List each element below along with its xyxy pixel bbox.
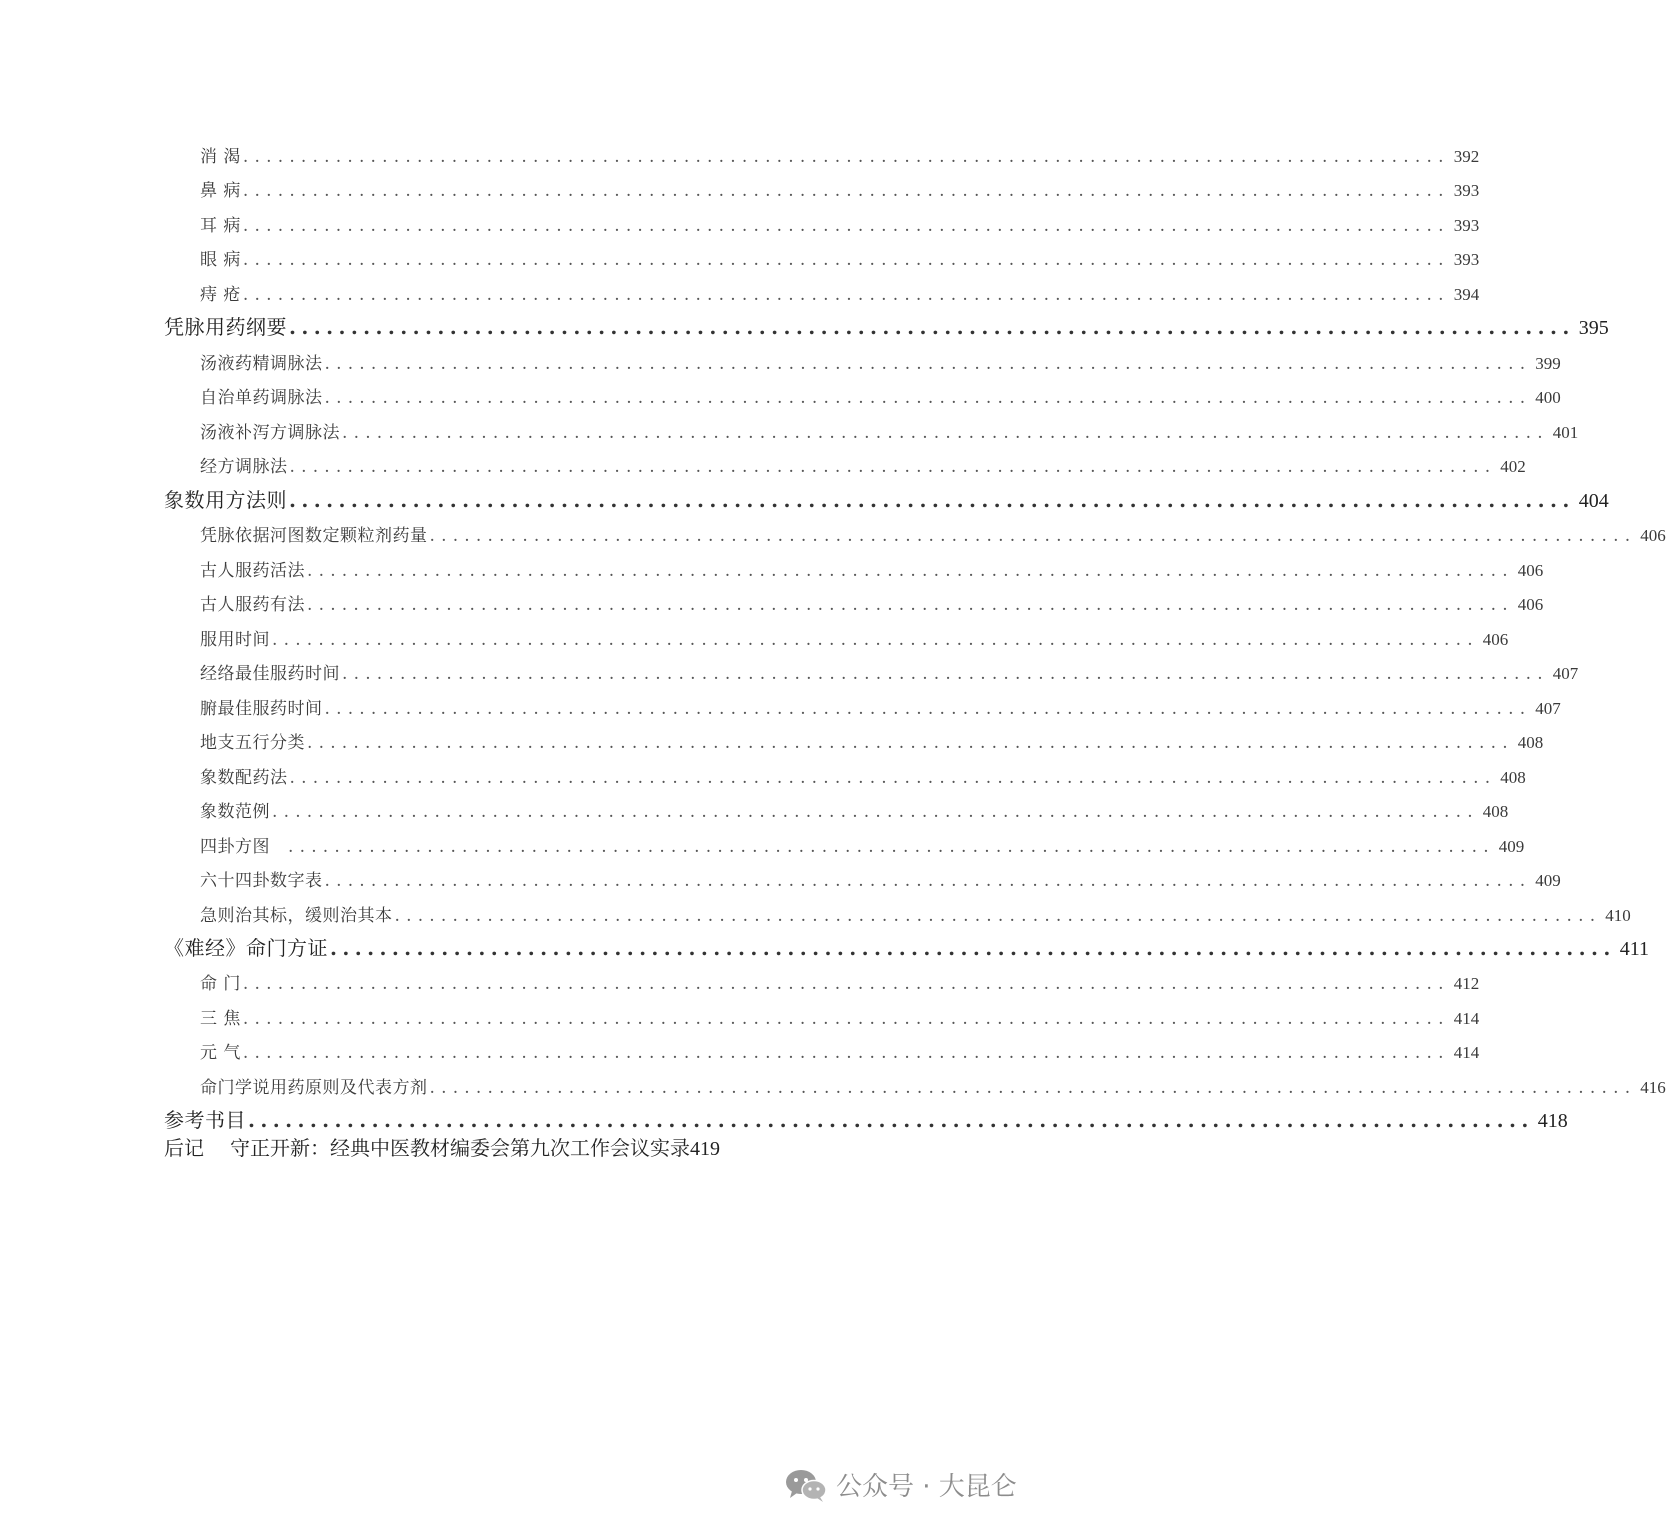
toc-entry-page: 393 [1453, 181, 1480, 200]
toc-entry-page: 414 [1453, 1043, 1480, 1062]
watermark [784, 1466, 1017, 1503]
leader-dots: ........................................................................................................ [289, 488, 1575, 512]
leader-dots: ........................................................................................................ [242, 181, 1450, 201]
toc-entry-label: 痔 疮 [200, 285, 241, 305]
toc-entry-page: 406 [1517, 595, 1544, 614]
toc-chapter-label: 凭脉用药纲要 [164, 315, 287, 339]
toc-entry [200, 176, 1480, 201]
toc-entry-label: 三 焦 [200, 1009, 241, 1029]
toc-entry-page: 409 [1535, 871, 1561, 890]
toc-chapter-page: 395 [1578, 317, 1609, 339]
toc-entry [200, 211, 1480, 236]
toc-entry-label: 急则治其标，缓则治其本 [200, 906, 393, 926]
toc-chapter-page: 404 [1578, 490, 1609, 512]
toc-chapter-label: 《难经》命门方证 [164, 936, 328, 960]
toc-entry-label: 汤液补泻方调脉法 [200, 423, 340, 443]
leader-dots: ........................................................................................................ [242, 285, 1450, 305]
toc-entry-label: 凭脉依据河图数定颗粒剂药量 [200, 526, 428, 546]
afterword-title: 守正开新：经典中医教材编委会第九次工作会议实录 [230, 1136, 690, 1160]
toc-entry [200, 556, 1544, 581]
leader-dots: ........................................................................................................ [342, 664, 1549, 684]
toc-entry-page: 400 [1535, 388, 1561, 407]
toc-entry-page: 409 [1498, 837, 1525, 856]
leader-dots: ........................................................................................................ [272, 630, 1479, 650]
toc-entry [200, 625, 1509, 650]
toc-entry [200, 901, 1631, 926]
toc-chapter [164, 484, 1609, 513]
toc-entry-label: 元 气 [200, 1043, 241, 1063]
toc-entry [200, 763, 1526, 788]
leader-dots: ........................................................................................................ [307, 595, 1514, 615]
leader-dots: ........................................................................................................ [242, 1009, 1450, 1029]
toc-chapter [164, 932, 1650, 961]
leader-dots: ........................................................................................................ [289, 457, 1497, 477]
afterword-prefix: 后记 [164, 1136, 204, 1160]
toc-entry [200, 349, 1561, 374]
toc-chapter-page: 418 [1537, 1110, 1568, 1132]
toc-entry-page: 414 [1453, 1009, 1480, 1028]
toc-entry-page: 399 [1535, 354, 1561, 373]
leader-dots: ........................................................................................................ [289, 768, 1497, 788]
toc-entry [200, 659, 1579, 684]
toc-entry [200, 383, 1561, 408]
leader-dots: ........................................................................................................ [324, 699, 1532, 719]
leader-dots: ........................................................................................................ [242, 1043, 1450, 1063]
toc-entry-label: 古人服药有法 [200, 595, 305, 615]
leader-dots: ........................................................................................................ [242, 216, 1450, 236]
leader-dots: ........................................................................................................ [307, 561, 1514, 581]
toc-entry-label: 眼 病 [200, 250, 241, 270]
toc-entry-page: 408 [1482, 802, 1509, 821]
toc-entry-page: 408 [1517, 733, 1544, 752]
toc-entry-page: 407 [1552, 664, 1579, 683]
toc-entry-label: 消 渴 [200, 147, 241, 167]
leader-dots: ........................................................................................................ [289, 315, 1575, 339]
leader-dots: ........................................................................................................ [248, 1108, 1534, 1132]
afterword-page: 419 [690, 1138, 720, 1160]
watermark-text: 公众号 · 大昆仑 [836, 1472, 1017, 1502]
leader-dots: ........................................................................................................ [429, 1078, 1637, 1098]
toc-chapter-label: 象数用方法则 [164, 488, 287, 512]
toc-entry-page: 392 [1453, 147, 1480, 166]
leader-dots: ........................................................................................................ [242, 250, 1450, 270]
toc-entry-label: 腑最佳服药时间 [200, 699, 323, 719]
leader-dots: ........................................................................................................ [324, 871, 1532, 891]
toc-entry-label: 自治单药调脉法 [200, 388, 323, 408]
toc-entry [200, 452, 1526, 477]
toc-entry [200, 1073, 1666, 1098]
toc-entry [200, 969, 1480, 994]
toc-entry-label: 命 门 [200, 974, 241, 994]
leader-dots: ........................................................................................................ [242, 147, 1450, 167]
toc-chapter-label: 参考书目 [164, 1108, 246, 1132]
toc-entry [200, 521, 1666, 546]
toc-entry-label: 古人服药活法 [200, 561, 305, 581]
leader-dots: ........................................................................................................ [342, 423, 1549, 443]
toc-entry-page: 393 [1453, 216, 1480, 235]
toc-chapter-page: 411 [1619, 938, 1650, 960]
toc-entry [200, 797, 1509, 822]
toc-entry-label: 鼻 病 [200, 181, 241, 201]
leader-dots: ........................................................................................................ [242, 974, 1450, 994]
toc-entry-label: 四卦方图 [200, 837, 270, 857]
toc-entry [200, 245, 1480, 270]
leader-dots: ........................................................................................................ [324, 354, 1532, 374]
toc-entry-label: 象数范例 [200, 802, 270, 822]
toc-entry-page: 406 [1640, 526, 1666, 545]
toc-entry-label: 汤液药精调脉法 [200, 354, 323, 374]
toc-entry-page: 394 [1453, 285, 1480, 304]
leader-dots: ........................................................................................................ [330, 936, 1616, 960]
toc-entry-page: 412 [1453, 974, 1480, 993]
toc-chapter [164, 311, 1609, 340]
toc-entry-page: 393 [1453, 250, 1480, 269]
toc-entry [200, 590, 1544, 615]
toc-entry-label: 地支五行分类 [200, 733, 305, 753]
toc-entry [200, 1038, 1480, 1063]
leader-dots: ........................................................................................................ [429, 526, 1637, 546]
leader-dots: ........................................................................................................ [307, 733, 1514, 753]
toc-entry-label: 耳 病 [200, 216, 241, 236]
toc-entry-label: 命门学说用药原则及代表方剂 [200, 1078, 428, 1098]
toc-entry-page: 407 [1535, 699, 1561, 718]
toc-entry-page: 408 [1500, 768, 1526, 787]
toc-entry [200, 694, 1561, 719]
toc-chapter [164, 1104, 1568, 1133]
toc-afterword [164, 1132, 864, 1161]
toc-entry-page: 416 [1640, 1078, 1666, 1097]
toc-entry-page: 401 [1552, 423, 1579, 442]
toc-entry [200, 832, 1525, 857]
toc-entry-page: 402 [1500, 457, 1526, 476]
leader-dots: ........................................................................................................ [272, 802, 1479, 822]
toc-entry-label: 经方调脉法 [200, 457, 288, 477]
toc-entry [200, 280, 1480, 305]
toc-entry-page: 406 [1517, 561, 1544, 580]
toc-entry-label: 经络最佳服药时间 [200, 664, 340, 684]
toc-entry [200, 728, 1544, 753]
toc-entry-label: 六十四卦数字表 [200, 871, 323, 891]
wechat-icon [784, 1467, 828, 1503]
leader-dots: ........................................................................................................ [324, 388, 1532, 408]
toc-entry-page: 410 [1605, 906, 1631, 925]
toc-entry-label: 象数配药法 [200, 768, 288, 788]
leader-dots: ........................................................................................................ [394, 906, 1602, 926]
toc-entry [200, 866, 1561, 891]
toc-entry-label: 服用时间 [200, 630, 270, 650]
leader-dots: ........................................................................................................ [288, 837, 1495, 857]
toc-entry [200, 1004, 1480, 1029]
toc-entry [200, 142, 1480, 167]
toc-entry-page: 406 [1482, 630, 1509, 649]
toc-entry [200, 418, 1579, 443]
